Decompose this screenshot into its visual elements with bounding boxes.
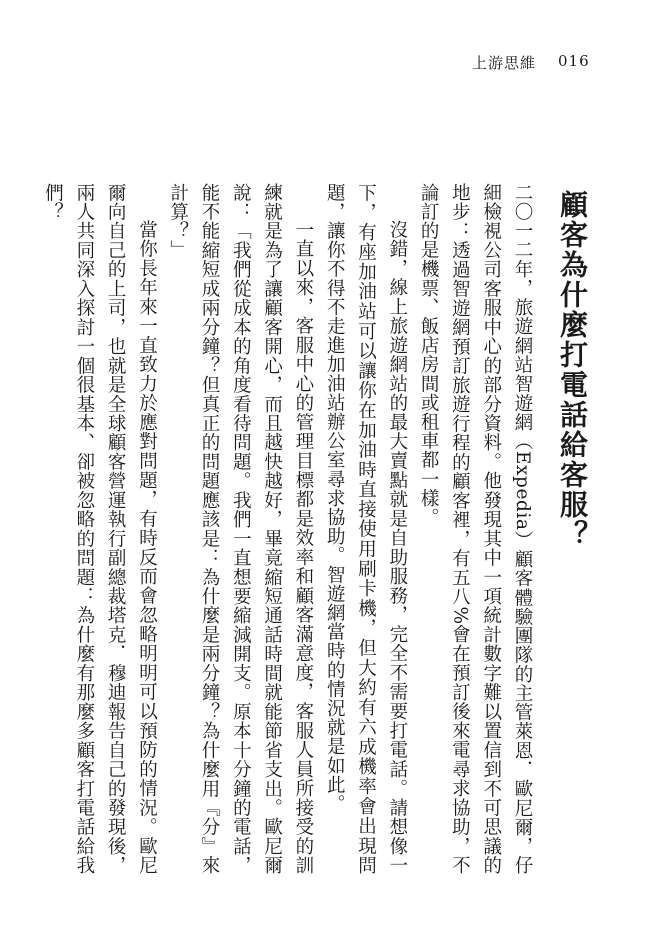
section-heading: 顧客為什麼打電話給客服？ (556, 190, 589, 550)
book-title: 上游思維 (472, 54, 537, 72)
paragraph: 二〇一二年，旅遊網站智遊網（Expedia）顧客體驗團隊的主管萊恩．歐尼爾，仔細檢視公司客服中心的部分資料。他發現其中一項統計數字難以置信到不可思議的地步：透過智遊網預訂旅遊行程的顧客裡，有五八%會在預訂後來電尋求協助，不論訂的是機票、飯店房間或租車都一樣。 (418, 183, 533, 875)
paragraph: 沒錯，線上旅遊網站的最大賣點就是自助服務，完全不需要打電話。請想像一下，有座加油站可以讓你在加油時直接使用刷卡機，但大約有六成機率會出現問題，讓你不得不走進加油站辦公室尋求協助。智遊網當時的情況就是如此。 (324, 183, 408, 875)
paragraph: 當你長年來一直致力於應對問題，有時反而會忽略明明可以預防的情況。歐尼爾向自己的上司，也就是全球顧客營運執行副總裁塔克．穆迪報告自己的發現後，兩人共同深入探討一個很基本、卻被忽略的問題：為什麼有那麼多顧客打電話給我們？ (42, 183, 158, 875)
running-head (0, 50, 663, 74)
body-text (42, 183, 538, 875)
page-number: 016 (558, 52, 590, 70)
paragraph: 一直以來，客服中心的管理目標都是效率和顧客滿意度，客服人員所接受的訓練就是為了讓顧客開心，而且越快越好，畢竟縮短通話時間就能節省支出。歐尼爾說：「我們從成本的角度看待問題。我們一直想要縮減開支。原本十分鐘的電話，能不能縮短成兩分鐘？但真正的問題應該是：為什麼是兩分鐘？為什麼用『分』來計算？」 (167, 183, 314, 875)
